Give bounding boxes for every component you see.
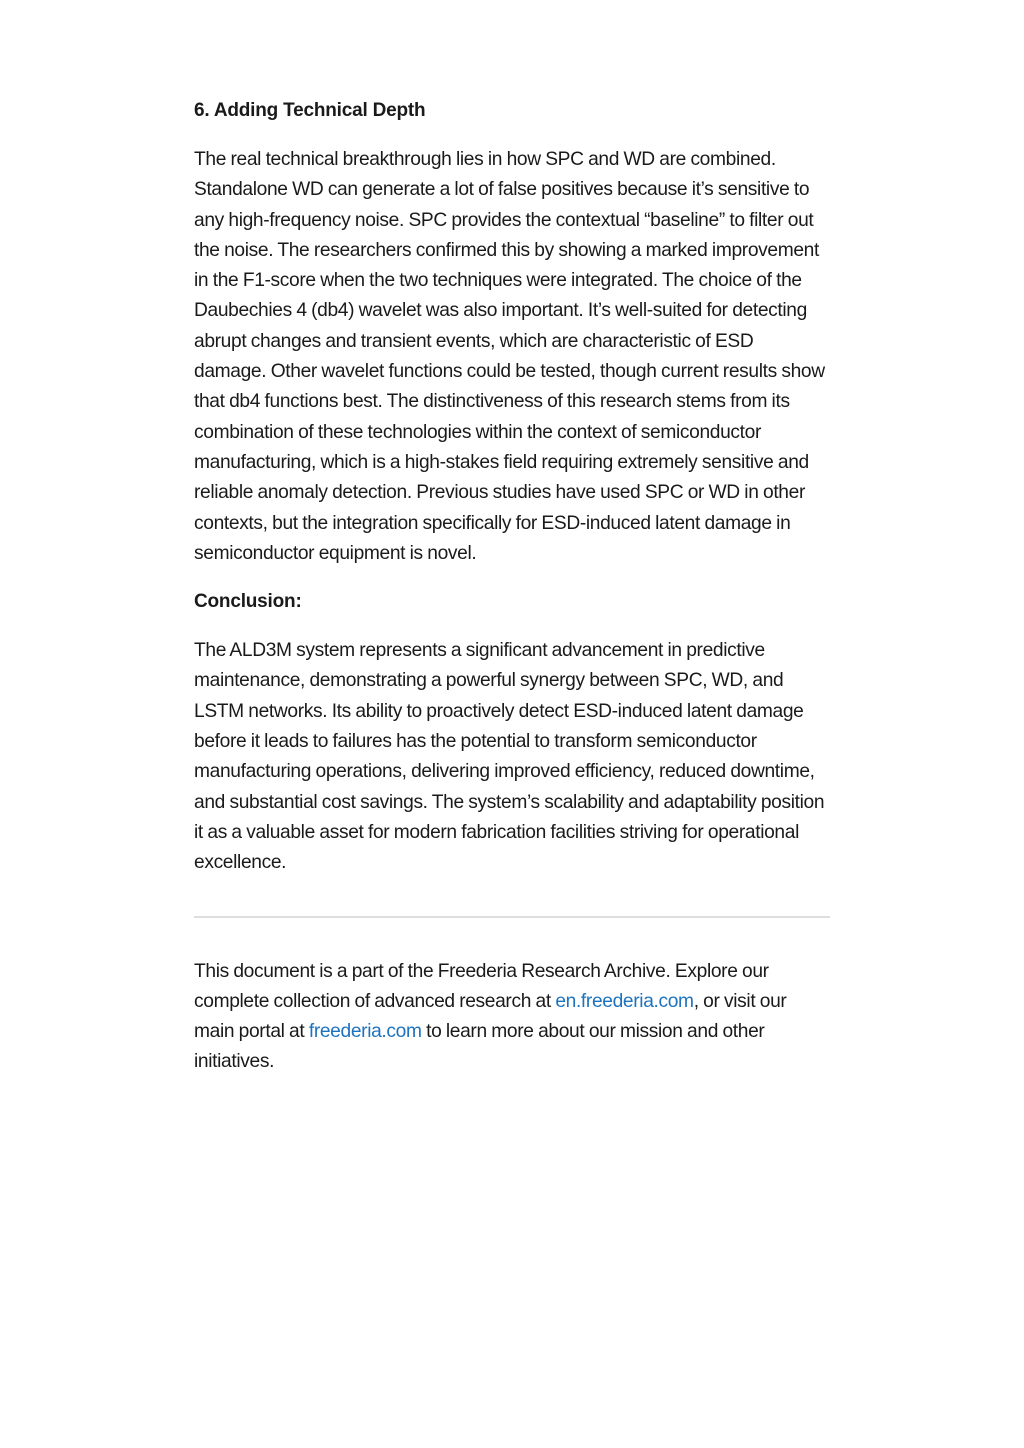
section-heading-conclusion: Conclusion: bbox=[194, 591, 302, 613]
footer-divider bbox=[194, 916, 830, 918]
archive-footer-paragraph bbox=[194, 957, 830, 1078]
footer-text-middle: , or visit our main portal at bbox=[194, 990, 787, 1043]
freederia-link[interactable]: freederia.com bbox=[308, 1021, 422, 1043]
footer-text-end: to learn more about our mission and other initiatives. bbox=[194, 1021, 765, 1073]
conclusion-paragraph: The ALD3M system represents a significant advancement in predictive maintenance, demonstrating a powerful synergy between SPC, WD, and LSTM networks. Its ability to proactively detect ESD-induced latent damage before it leads to failures has the potential to transform semiconductor manufacturing operations, delivering improved efficiency, reduced downtime, and substantial cost savings. The system’s scalability and adaptability position it as a valuable asset for modern fabrication facilities striving for operational excellence. bbox=[194, 640, 825, 874]
footer-text-intro: This document is a part of the Freederia Research Archive. Explore our complete collection of advanced research at bbox=[194, 960, 769, 1012]
technical-depth-paragraph: The real technical breakthrough lies in how SPC and WD are combined. Standalone WD can generate a lot of false positives because it’s sensitive to any high-frequency noise. SPC provides the contextual “baseline” to filter out the noise. The researchers confirmed this by showing a marked improvement in the F1-score when the two techniques were integrated. The choice of the Daubechies 4 (db4) wavelet was also important. It’s well-suited for detecting abrupt changes and transient events, which are characteristic of ESD damage. Other wavelet functions could be tested, though current results show that db4 functions best. The distinctiveness of this research stems from its combination of these technologies within the context of semiconductor manufacturing, which is a high-stakes field requiring extremely sensitive and reliable anomaly detection. Previous studies have used SPC or WD in other contexts, but the integration specifically for ESD-induced latent damage in semiconductor equipment is novel. bbox=[194, 149, 825, 564]
en-freederia-link[interactable]: en.freederia.com bbox=[555, 990, 694, 1012]
section-heading-technical-depth: 6. Adding Technical Depth bbox=[194, 100, 426, 121]
document-page bbox=[194, 96, 830, 1078]
